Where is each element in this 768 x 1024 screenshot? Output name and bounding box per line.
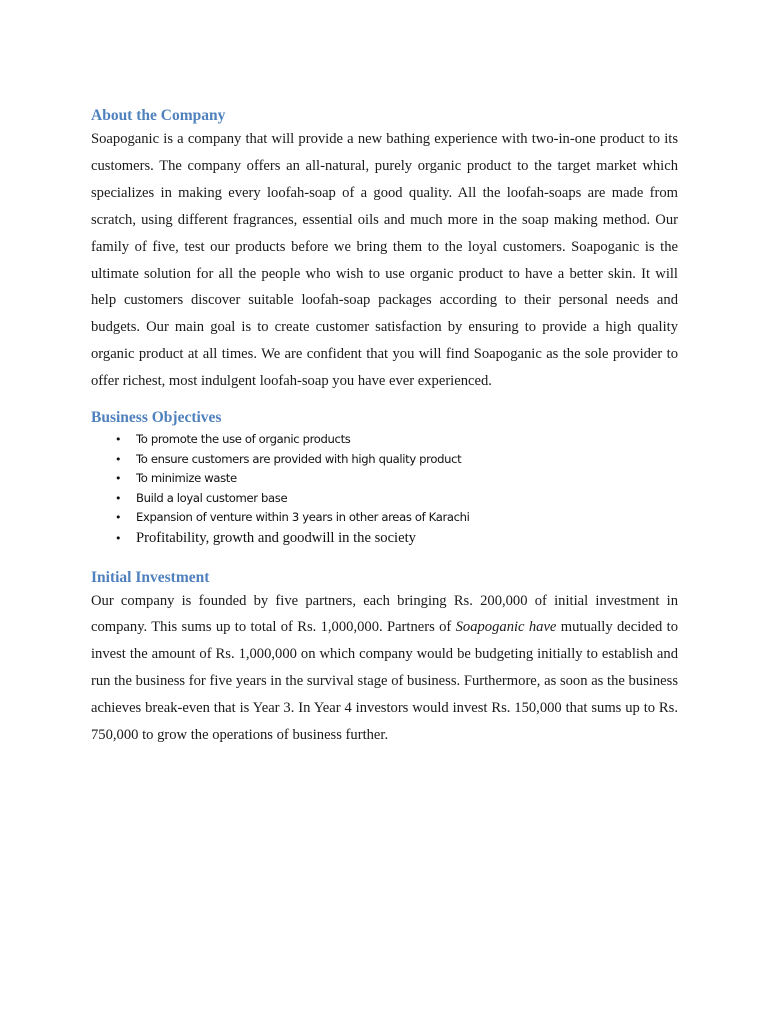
about-section <box>91 104 678 395</box>
objective-item <box>91 469 678 489</box>
objectives-list <box>91 430 678 548</box>
objective-text: Expansion of venture within 3 years in other areas of Karachi <box>136 510 470 525</box>
objective-text: Profitability, growth and goodwill in the society <box>136 529 416 546</box>
investment-text-italic: Soapoganic have <box>455 619 557 636</box>
investment-heading: Initial Investment <box>91 568 210 586</box>
investment-section <box>91 566 678 749</box>
objective-item <box>91 489 678 509</box>
objective-item <box>91 508 678 528</box>
objectives-heading: Business Objectives <box>91 409 222 427</box>
bullet-icon: • <box>115 433 122 447</box>
bullet-icon: • <box>115 531 122 545</box>
objective-text: To promote the use of organic products <box>136 432 351 447</box>
investment-text-start: Our company is founded by five partners, each bringing Rs. 200,000 of initial investment in company. This sums up to total of Rs. 1,000,000. Partners of <box>91 592 678 636</box>
about-heading: About the Company <box>91 107 226 124</box>
bullet-icon: • <box>115 491 122 505</box>
document-page <box>91 104 678 749</box>
objective-text: To ensure customers are provided with high quality product <box>136 451 462 466</box>
bullet-icon: • <box>115 452 122 466</box>
objective-item <box>91 430 678 450</box>
investment-paragraph <box>91 588 678 749</box>
objective-text: Build a loyal customer base <box>136 490 288 505</box>
about-paragraph: Soapoganic is a company that will provide a new bathing experience with two-in-one product to its customers. The company offers an all-natural, purely organic product to the target market which specializes in making every loofah-soap of a good quality. All the loofah-soaps are made from scratch, using different fragrances, essential oils and much more in the soap making method. Our family of five, test our products before we bring them to the loyal customers. Soapoganic is the ultimate solution for all the people who wish to use organic product to have a better skin. It will help customers discover suitable loofah-soap packages according to their personal needs and budgets. Our main goal is to create customer satisfaction by ensuring to provide a high quality organic product at all times. We are confident that you will find Soapoganic as the sole provider to offer richest, most indulgent loofah-soap you have ever experienced. <box>91 131 678 390</box>
objective-text: To minimize waste <box>136 471 237 486</box>
investment-text-end: mutually decided to invest the amount of Rs. 1,000,000 on which company would be budgeting initially to establish and run the business for five years in the survival stage of business. Furthermore, as soon as the business achieves break-even that is Year 3. In Year 4 investors would invest Rs. 150,000 that sums up to Rs. 750,000 to grow the operations of business further. <box>91 619 679 744</box>
bullet-icon: • <box>115 472 122 486</box>
objectives-section <box>91 406 678 548</box>
objective-item <box>91 528 678 548</box>
bullet-icon: • <box>115 511 122 525</box>
objective-item <box>91 450 678 470</box>
